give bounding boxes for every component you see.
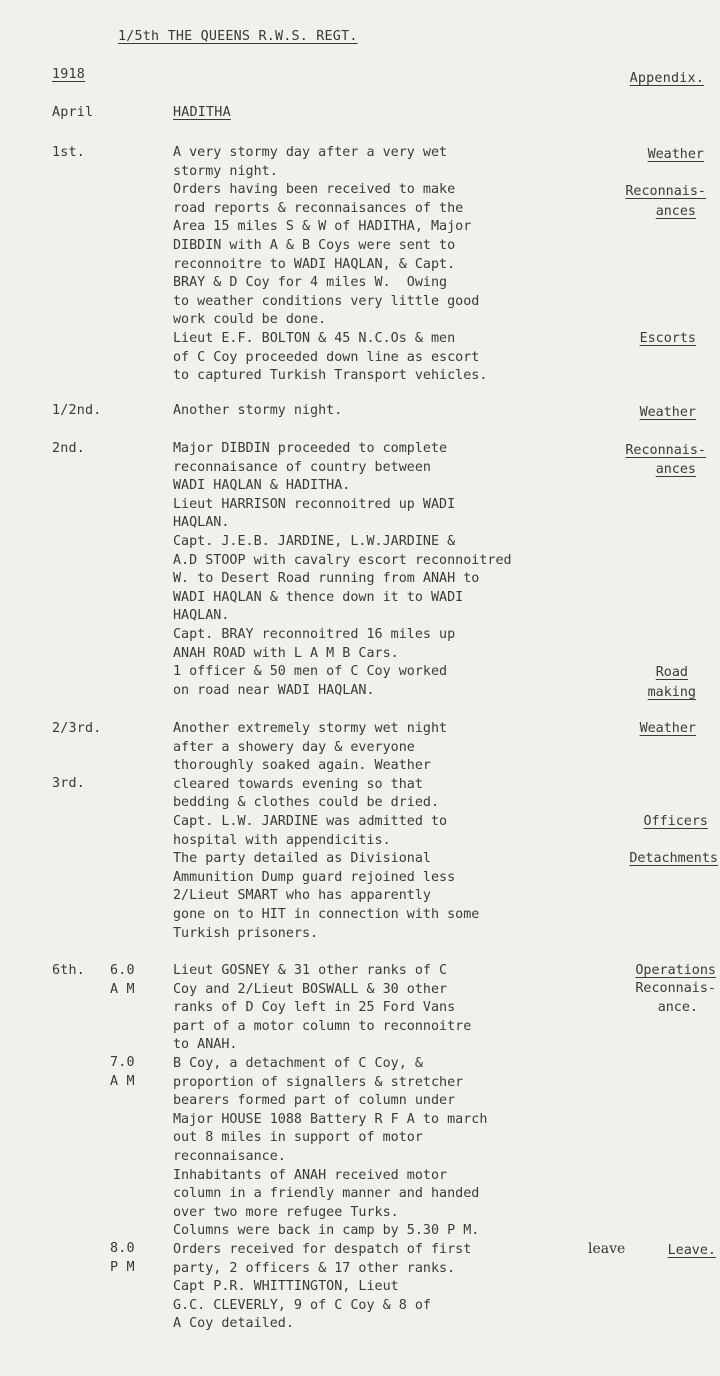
entry-line: A.D STOOP with cavalry escort reconnoitred — [173, 552, 512, 568]
entry-line: ranks of D Coy left in 25 Ford Vans — [173, 1000, 456, 1016]
entry-line: proportion of signallers & stretcher — [173, 1074, 464, 1090]
entry-line: A Coy detailed. — [173, 1316, 294, 1332]
note-road: Road — [655, 665, 688, 680]
margin-note — [648, 146, 704, 165]
note-reconnaisances-cont: ances — [655, 204, 696, 219]
entry-line: DIBDIN with A & B Coys were sent to — [173, 237, 456, 253]
entry-line: of C Coy proceeded down line as escort — [173, 349, 480, 365]
entry-line: work could be done. — [173, 312, 327, 328]
entry-line: gone on to HIT in connection with some — [173, 906, 480, 922]
entry-line: to weather conditions very little good — [173, 293, 480, 309]
entry-line: BRAY & D Coy for 4 miles W. Owing — [173, 275, 448, 291]
entry-line: reconnoitre to WADI HAQLAN, & Capt. — [173, 256, 456, 272]
entry-line: Coy and 2/Lieut BOSWALL & 30 other — [173, 981, 448, 997]
entry-line: Capt. J.E.B. JARDINE, L.W.JARDINE & — [173, 533, 456, 549]
margin-note — [625, 183, 706, 202]
margin-note — [644, 813, 709, 832]
entry-line: HAQLAN. — [173, 515, 230, 531]
entry-line: Lieut GOSNEY & 31 other ranks of C — [173, 963, 448, 978]
entry-line: bearers formed part of column under — [173, 1093, 456, 1109]
entry-line: Capt P.R. WHITTINGTON, Lieut — [173, 1279, 399, 1295]
note-escorts: Escorts — [639, 331, 696, 346]
entry-line: part of a motor column to reconnoitre — [173, 1018, 472, 1034]
margin-note — [625, 442, 706, 461]
entry-line: Inhabitants of ANAH received motor — [173, 1167, 448, 1183]
entry-line: Turkish prisoners. — [173, 925, 319, 941]
entry-body — [173, 440, 643, 700]
note-reconnaisances: Reconnais- — [625, 184, 706, 199]
entry-body — [173, 962, 633, 1334]
entry-line: thoroughly soaked again. Weather — [173, 758, 431, 774]
note-reconnaisance: Reconnais- — [635, 981, 716, 996]
entry-line: Major HOUSE 1088 Battery R F A to march — [173, 1111, 488, 1127]
entry-line: Orders received for despatch of first — [173, 1241, 472, 1257]
year-label: 1918 — [52, 67, 86, 82]
entry-line: 2/Lieut SMART who has apparently — [173, 888, 431, 904]
entry-line: reconnaisance of country between — [173, 459, 431, 475]
note-weather: Weather — [639, 721, 696, 736]
entry-body — [173, 720, 633, 943]
entry-time-ampm: P M — [110, 1260, 135, 1275]
note-leave: Leave. — [667, 1243, 716, 1258]
entry-time-ampm: A M — [110, 1074, 135, 1089]
entry-body — [173, 144, 633, 386]
entry-line: Another stormy night. — [173, 403, 343, 418]
entry-line: ANAH ROAD with L A M B Cars. — [173, 645, 399, 661]
entry-date: 6th. — [52, 963, 86, 978]
entry-line: The party detailed as Divisional — [173, 851, 431, 867]
note-reconnaisance-cont: ance. — [657, 1000, 698, 1015]
entry-line: to ANAH. — [173, 1037, 238, 1053]
margin-note — [629, 850, 718, 869]
entry-date-secondary: 3rd. — [52, 776, 86, 791]
entry-line: Lieut HARRISON reconnoitred up WADI — [173, 496, 456, 512]
entry-date: 2/3rd. — [52, 721, 102, 736]
margin-note — [668, 1242, 716, 1261]
margin-note — [635, 980, 716, 999]
entry-time: 8.0 — [110, 1241, 135, 1256]
margin-note — [640, 720, 696, 739]
entry-line: B Coy, a detachment of C Coy, & — [173, 1055, 423, 1071]
margin-note — [658, 999, 698, 1018]
entry-line: Major DIBDIN proceeded to complete — [173, 441, 448, 456]
entry-time: 7.0 — [110, 1055, 135, 1070]
note-reconnaisances-cont: ances — [655, 462, 696, 477]
entry-line: road reports & reconnaisances of the — [173, 200, 464, 216]
note-weather: Weather — [647, 147, 704, 162]
entry-line: 1 officer & 50 men of C Coy worked — [173, 664, 448, 680]
entry-line: after a showery day & everyone — [173, 739, 415, 755]
note-reconnaisances: Reconnais- — [625, 443, 706, 458]
document-title: 1/5th THE QUEENS R.W.S. REGT. — [118, 29, 358, 44]
entry-line: WADI HAQLAN & thence down it to WADI — [173, 589, 464, 605]
entry-line: Another extremely stormy wet night — [173, 721, 448, 736]
entry-line: column in a friendly manner and handed — [173, 1186, 480, 1202]
note-weather: Weather — [639, 405, 696, 420]
entry-line: Capt. L.W. JARDINE was admitted to — [173, 813, 448, 829]
entry-date: 2nd. — [52, 441, 86, 456]
note-operations: Operations — [635, 963, 716, 978]
entry-line: Capt. BRAY reconnoitred 16 miles up — [173, 626, 456, 642]
location-heading: HADITHA — [173, 105, 231, 120]
note-making: making — [647, 685, 696, 700]
margin-note — [635, 962, 716, 981]
entry-line: hospital with appendicitis. — [173, 832, 391, 848]
entry-body — [173, 402, 633, 421]
entry-line: Lieut E.F. BOLTON & 45 N.C.Os & men — [173, 330, 456, 346]
margin-note — [640, 330, 696, 349]
entry-line: W. to Desert Road running from ANAH to — [173, 571, 480, 587]
entry-line: cleared towards evening so that — [173, 776, 423, 792]
entry-line: to captured Turkish Transport vehicles. — [173, 368, 488, 384]
margin-note — [656, 461, 696, 480]
entry-date: 1/2nd. — [52, 403, 102, 418]
note-officers: Officers — [643, 814, 708, 829]
entry-line: party, 2 officers & 17 other ranks. — [173, 1260, 456, 1276]
entry-line: out 8 miles in support of motor — [173, 1130, 423, 1146]
entry-line: reconnaisance. — [173, 1148, 286, 1164]
entry-line: G.C. CLEVERLY, 9 of C Coy & 8 of — [173, 1297, 431, 1313]
handwritten-note: leave — [588, 1241, 626, 1257]
entry-time: 6.0 — [110, 963, 135, 978]
entry-line: WADI HAQLAN & HADITHA. — [173, 478, 351, 494]
entry-line: HAQLAN. — [173, 608, 230, 624]
entry-line: on road near WADI HAQLAN. — [173, 682, 375, 698]
entry-line: A very stormy day after a very wet — [173, 145, 448, 160]
month-label: April — [52, 105, 94, 120]
margin-note — [656, 664, 688, 683]
margin-note — [656, 203, 696, 222]
entry-line: bedding & clothes could be dried. — [173, 795, 440, 811]
entry-line: stormy night. — [173, 163, 278, 179]
entry-time-ampm: A M — [110, 982, 135, 997]
entry-line: over two more refugee Turks. — [173, 1204, 399, 1220]
entry-line: Columns were back in camp by 5.30 P M. — [173, 1223, 480, 1239]
note-detachments: Detachments — [629, 851, 718, 866]
entry-date: 1st. — [52, 145, 86, 160]
entry-line: Orders having been received to make — [173, 182, 456, 198]
margin-note — [640, 404, 696, 423]
entry-line: Ammunition Dump guard rejoined less — [173, 869, 456, 885]
appendix-label: Appendix. — [629, 71, 704, 86]
margin-note — [648, 684, 696, 703]
entry-line: Area 15 miles S & W of HADITHA, Major — [173, 219, 472, 235]
